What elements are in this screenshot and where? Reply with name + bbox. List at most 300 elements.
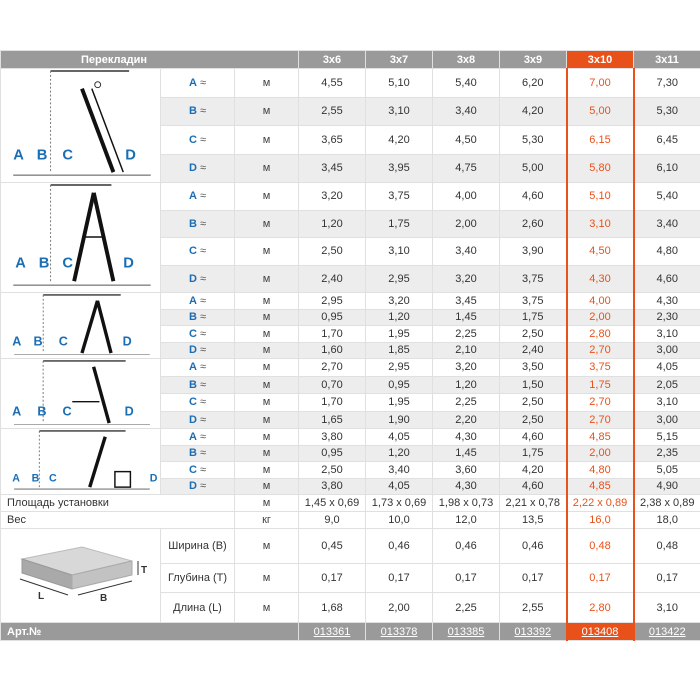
value-cell: 4,00 bbox=[567, 293, 634, 310]
value-cell: 2,38 x 0,89 bbox=[634, 495, 700, 512]
value-cell: 4,75 bbox=[433, 154, 500, 183]
value-cell: 3,40 bbox=[634, 210, 700, 238]
value-cell: 1,75 bbox=[500, 309, 567, 326]
dimension-letter bbox=[161, 359, 235, 377]
value-cell: 6,45 bbox=[634, 126, 700, 155]
value-cell: 4,20 bbox=[500, 462, 567, 479]
value-cell: 3,95 bbox=[366, 154, 433, 183]
approx-sign: ≈ bbox=[199, 294, 207, 307]
planks-header: Перекладин bbox=[1, 51, 299, 69]
value-cell: 0,17 bbox=[433, 563, 500, 593]
value-cell: 1,75 bbox=[366, 210, 433, 238]
value-cell: 4,30 bbox=[634, 293, 700, 310]
diagram-label-a: A bbox=[11, 404, 21, 419]
dimension-letter bbox=[161, 429, 235, 446]
value-cell: 0,95 bbox=[299, 445, 366, 462]
value-cell: 2,60 bbox=[500, 210, 567, 238]
column-header: 3x8 bbox=[433, 51, 500, 69]
letter-label: A bbox=[188, 294, 197, 307]
value-cell: 5,00 bbox=[500, 154, 567, 183]
unit-cell: м bbox=[235, 462, 299, 479]
letter-label: C bbox=[188, 245, 197, 258]
unit-cell: м bbox=[235, 238, 299, 266]
diagram-label-a: A bbox=[14, 255, 26, 272]
approx-sign: ≈ bbox=[199, 447, 207, 460]
area-row bbox=[1, 495, 700, 512]
approx-sign: ≈ bbox=[199, 190, 207, 203]
dimension-letter bbox=[161, 394, 235, 412]
ladder-diagram bbox=[1, 69, 161, 183]
value-cell: 16,0 bbox=[567, 512, 634, 529]
unit-cell: кг bbox=[235, 512, 299, 529]
letter-label: B bbox=[188, 217, 197, 230]
value-cell: 3,80 bbox=[299, 429, 366, 446]
value-cell: 4,30 bbox=[433, 478, 500, 495]
value-cell: 6,15 bbox=[567, 126, 634, 155]
dimension-letter bbox=[161, 342, 235, 359]
letter-label: A bbox=[188, 76, 197, 89]
letter-label: A bbox=[188, 361, 197, 374]
value-cell: 1,20 bbox=[433, 376, 500, 394]
article-code-link[interactable]: 013361 bbox=[299, 623, 366, 641]
value-cell: 12,0 bbox=[433, 512, 500, 529]
letter-label: B bbox=[188, 105, 197, 118]
dimension-letter bbox=[161, 183, 235, 211]
ladder-diagram bbox=[1, 429, 161, 495]
unit-cell: м bbox=[235, 342, 299, 359]
value-cell: 3,40 bbox=[433, 238, 500, 266]
value-cell: 1,95 bbox=[366, 394, 433, 412]
value-cell: 1,60 bbox=[299, 342, 366, 359]
value-cell: 2,50 bbox=[500, 326, 567, 343]
dimension-letter bbox=[161, 462, 235, 479]
unit-cell: м bbox=[235, 359, 299, 377]
value-cell: 5,05 bbox=[634, 462, 700, 479]
value-cell: 2,30 bbox=[634, 309, 700, 326]
diagram-label-c: C bbox=[61, 147, 73, 164]
unit-cell: м bbox=[235, 563, 299, 593]
value-cell: 0,17 bbox=[299, 563, 366, 593]
dimension-letter bbox=[161, 238, 235, 266]
approx-sign: ≈ bbox=[199, 327, 207, 340]
diagram-label-b: B bbox=[38, 255, 49, 272]
approx-sign: ≈ bbox=[199, 361, 207, 374]
diagram-label-c: C bbox=[58, 334, 68, 349]
value-cell: 6,10 bbox=[634, 154, 700, 183]
value-cell: 18,0 bbox=[634, 512, 700, 529]
value-cell: 7,00 bbox=[567, 69, 634, 98]
article-code-link[interactable]: 013378 bbox=[366, 623, 433, 641]
value-cell: 4,85 bbox=[567, 478, 634, 495]
dimension-letter bbox=[161, 126, 235, 155]
dimension-letter bbox=[161, 326, 235, 343]
value-cell: 2,40 bbox=[299, 265, 366, 293]
value-cell: 0,46 bbox=[366, 529, 433, 564]
diagram-label-d: D bbox=[122, 255, 134, 272]
value-cell: 4,85 bbox=[567, 429, 634, 446]
unit-cell: м bbox=[235, 429, 299, 446]
letter-label: A bbox=[188, 430, 197, 443]
value-cell: 3,75 bbox=[500, 265, 567, 293]
value-cell: 2,25 bbox=[433, 593, 500, 623]
value-cell: 2,25 bbox=[433, 394, 500, 412]
dimension-label: Длина (L) bbox=[161, 593, 235, 623]
value-cell: 1,45 bbox=[433, 309, 500, 326]
value-cell: 2,55 bbox=[500, 593, 567, 623]
value-cell: 0,45 bbox=[299, 529, 366, 564]
unit-cell: м bbox=[235, 445, 299, 462]
ladder-illustration bbox=[2, 429, 160, 491]
measure-row bbox=[1, 359, 700, 377]
package-diagram bbox=[1, 529, 161, 623]
value-cell: 0,46 bbox=[500, 529, 567, 564]
value-cell: 3,20 bbox=[366, 293, 433, 310]
value-cell: 2,95 bbox=[299, 293, 366, 310]
value-cell: 0,48 bbox=[567, 529, 634, 564]
package-box-illustration bbox=[2, 529, 160, 619]
unit-cell: м bbox=[235, 495, 299, 512]
unit-cell: м bbox=[235, 97, 299, 126]
letter-label: D bbox=[188, 480, 197, 493]
value-cell: 2,70 bbox=[567, 411, 634, 429]
measure-row bbox=[1, 293, 700, 310]
dimension-letter bbox=[161, 265, 235, 293]
value-cell: 2,00 bbox=[567, 309, 634, 326]
value-cell: 3,10 bbox=[366, 238, 433, 266]
letter-label: C bbox=[188, 133, 197, 146]
value-cell: 4,50 bbox=[567, 238, 634, 266]
value-cell: 3,75 bbox=[500, 293, 567, 310]
approx-sign: ≈ bbox=[199, 133, 207, 146]
letter-label: B bbox=[188, 311, 197, 324]
value-cell: 4,05 bbox=[366, 429, 433, 446]
letter-label: B bbox=[188, 378, 197, 391]
diagram-label-d: D bbox=[124, 147, 136, 164]
letter-label: C bbox=[188, 327, 197, 340]
value-cell: 0,95 bbox=[299, 309, 366, 326]
header-row bbox=[1, 51, 700, 69]
value-cell: 3,65 bbox=[299, 126, 366, 155]
value-cell: 2,22 x 0,89 bbox=[567, 495, 634, 512]
value-cell: 3,10 bbox=[634, 326, 700, 343]
measure-row bbox=[1, 69, 700, 98]
value-cell: 3,80 bbox=[299, 478, 366, 495]
column-header-highlighted: 3x10 bbox=[567, 51, 634, 69]
value-cell: 2,21 x 0,78 bbox=[500, 495, 567, 512]
diagram-label-d: D bbox=[122, 334, 132, 349]
diagram-label-c: C bbox=[62, 404, 72, 419]
measure-row bbox=[1, 429, 700, 446]
unit-cell: м bbox=[235, 69, 299, 98]
dimension-letter bbox=[161, 69, 235, 98]
column-header: 3x9 bbox=[500, 51, 567, 69]
approx-sign: ≈ bbox=[199, 105, 207, 118]
value-cell: 5,15 bbox=[634, 429, 700, 446]
approx-sign: ≈ bbox=[199, 463, 207, 476]
value-cell: 2,50 bbox=[299, 238, 366, 266]
unit-cell: м bbox=[235, 265, 299, 293]
diagram-label-c: C bbox=[48, 472, 57, 485]
column-header: 3x7 bbox=[366, 51, 433, 69]
value-cell: 3,10 bbox=[366, 97, 433, 126]
value-cell: 4,80 bbox=[567, 462, 634, 479]
value-cell: 3,75 bbox=[366, 183, 433, 211]
ladder-spec-table bbox=[0, 50, 700, 641]
approx-sign: ≈ bbox=[199, 311, 207, 324]
dimension-letter bbox=[161, 154, 235, 183]
value-cell: 10,0 bbox=[366, 512, 433, 529]
value-cell: 4,60 bbox=[634, 265, 700, 293]
value-cell: 7,30 bbox=[634, 69, 700, 98]
value-cell: 4,05 bbox=[366, 478, 433, 495]
box-label-l: L bbox=[37, 591, 44, 602]
value-cell: 0,95 bbox=[366, 376, 433, 394]
value-cell: 3,40 bbox=[433, 97, 500, 126]
value-cell: 0,70 bbox=[299, 376, 366, 394]
approx-sign: ≈ bbox=[199, 430, 207, 443]
letter-label: D bbox=[188, 272, 197, 285]
value-cell: 4,50 bbox=[433, 126, 500, 155]
value-cell: 2,35 bbox=[634, 445, 700, 462]
letter-label: B bbox=[188, 447, 197, 460]
box-label-b: B bbox=[99, 593, 107, 604]
column-header: 3x6 bbox=[299, 51, 366, 69]
value-cell: 2,50 bbox=[500, 394, 567, 412]
value-cell: 3,10 bbox=[567, 210, 634, 238]
approx-sign: ≈ bbox=[199, 396, 207, 409]
value-cell: 2,50 bbox=[299, 462, 366, 479]
value-cell: 1,75 bbox=[500, 445, 567, 462]
approx-sign: ≈ bbox=[199, 344, 207, 357]
approx-sign: ≈ bbox=[199, 162, 207, 175]
diagram-label-b: B bbox=[31, 472, 39, 485]
value-cell: 3,45 bbox=[299, 154, 366, 183]
value-cell: 3,00 bbox=[634, 342, 700, 359]
letter-label: A bbox=[188, 190, 197, 203]
value-cell: 1,95 bbox=[366, 326, 433, 343]
value-cell: 1,20 bbox=[366, 445, 433, 462]
value-cell: 2,95 bbox=[366, 359, 433, 377]
value-cell: 2,00 bbox=[366, 593, 433, 623]
value-cell: 4,05 bbox=[634, 359, 700, 377]
value-cell: 0,17 bbox=[567, 563, 634, 593]
value-cell: 1,20 bbox=[299, 210, 366, 238]
diagram-label-a: A bbox=[11, 334, 21, 349]
value-cell: 4,80 bbox=[634, 238, 700, 266]
approx-sign: ≈ bbox=[199, 480, 207, 493]
dimension-letter bbox=[161, 210, 235, 238]
value-cell: 13,5 bbox=[500, 512, 567, 529]
unit-cell: м bbox=[235, 154, 299, 183]
unit-cell: м bbox=[235, 376, 299, 394]
article-label: Арт.№ bbox=[1, 623, 299, 641]
value-cell: 3,20 bbox=[433, 265, 500, 293]
value-cell: 1,70 bbox=[299, 394, 366, 412]
value-cell: 2,25 bbox=[433, 326, 500, 343]
value-cell: 4,00 bbox=[433, 183, 500, 211]
value-cell: 2,20 bbox=[433, 411, 500, 429]
diagram-label-d: D bbox=[124, 404, 134, 419]
value-cell: 2,10 bbox=[433, 342, 500, 359]
value-cell: 1,45 x 0,69 bbox=[299, 495, 366, 512]
value-cell: 2,70 bbox=[567, 394, 634, 412]
value-cell: 0,17 bbox=[366, 563, 433, 593]
value-cell: 2,70 bbox=[299, 359, 366, 377]
value-cell: 6,20 bbox=[500, 69, 567, 98]
ladder-diagram bbox=[1, 359, 161, 429]
unit-cell: м bbox=[235, 478, 299, 495]
value-cell: 4,20 bbox=[500, 97, 567, 126]
unit-cell: м bbox=[235, 293, 299, 310]
value-cell: 3,10 bbox=[634, 593, 700, 623]
approx-sign: ≈ bbox=[199, 413, 207, 426]
value-cell: 4,60 bbox=[500, 183, 567, 211]
measure-row bbox=[1, 183, 700, 211]
approx-sign: ≈ bbox=[199, 76, 207, 89]
letter-label: D bbox=[188, 344, 197, 357]
unit-cell: м bbox=[235, 126, 299, 155]
value-cell: 2,80 bbox=[567, 326, 634, 343]
ladder-illustration bbox=[2, 183, 160, 289]
value-cell: 0,46 bbox=[433, 529, 500, 564]
diagram-label-b: B bbox=[33, 334, 43, 349]
value-cell: 3,60 bbox=[433, 462, 500, 479]
diagram-label-a: A bbox=[12, 147, 24, 164]
dimension-label: Глубина (T) bbox=[161, 563, 235, 593]
value-cell: 2,80 bbox=[567, 593, 634, 623]
value-cell: 1,98 x 0,73 bbox=[433, 495, 500, 512]
dimension-letter bbox=[161, 293, 235, 310]
value-cell: 2,50 bbox=[500, 411, 567, 429]
value-cell: 3,75 bbox=[567, 359, 634, 377]
area-row-label: Площадь установки bbox=[1, 495, 235, 512]
ladder-illustration bbox=[2, 359, 160, 425]
value-cell: 4,30 bbox=[433, 429, 500, 446]
column-header: 3x11 bbox=[634, 51, 700, 69]
approx-sign: ≈ bbox=[199, 217, 207, 230]
value-cell: 1,75 bbox=[567, 376, 634, 394]
unit-cell: м bbox=[235, 309, 299, 326]
value-cell: 3,10 bbox=[634, 394, 700, 412]
value-cell: 5,40 bbox=[433, 69, 500, 98]
unit-cell: м bbox=[235, 529, 299, 564]
unit-cell: м bbox=[235, 210, 299, 238]
value-cell: 1,45 bbox=[433, 445, 500, 462]
value-cell: 2,70 bbox=[567, 342, 634, 359]
value-cell: 4,60 bbox=[500, 478, 567, 495]
approx-sign: ≈ bbox=[199, 378, 207, 391]
article-row bbox=[1, 623, 700, 641]
box-label-t: T bbox=[140, 565, 147, 576]
diagram-label-d: D bbox=[149, 472, 157, 485]
diagram-label-a: A bbox=[11, 472, 20, 485]
value-cell: 3,50 bbox=[500, 359, 567, 377]
value-cell: 5,30 bbox=[500, 126, 567, 155]
ladder-diagram bbox=[1, 293, 161, 359]
ladder-diagram bbox=[1, 183, 161, 293]
value-cell: 3,40 bbox=[366, 462, 433, 479]
value-cell: 4,60 bbox=[500, 429, 567, 446]
dimension-letter bbox=[161, 411, 235, 429]
package-dimension-row bbox=[1, 529, 700, 564]
diagram-label-c: C bbox=[61, 255, 73, 272]
value-cell: 2,40 bbox=[500, 342, 567, 359]
weight-row-label: Вес bbox=[1, 512, 235, 529]
value-cell: 1,68 bbox=[299, 593, 366, 623]
value-cell: 1,90 bbox=[366, 411, 433, 429]
value-cell: 9,0 bbox=[299, 512, 366, 529]
value-cell: 1,50 bbox=[500, 376, 567, 394]
value-cell: 0,17 bbox=[500, 563, 567, 593]
letter-label: C bbox=[188, 396, 197, 409]
value-cell: 5,30 bbox=[634, 97, 700, 126]
diagram-label-b: B bbox=[36, 147, 47, 164]
letter-label: D bbox=[188, 413, 197, 426]
value-cell: 1,85 bbox=[366, 342, 433, 359]
value-cell: 2,55 bbox=[299, 97, 366, 126]
unit-cell: м bbox=[235, 183, 299, 211]
value-cell: 3,90 bbox=[500, 238, 567, 266]
value-cell: 2,00 bbox=[433, 210, 500, 238]
value-cell: 2,95 bbox=[366, 265, 433, 293]
value-cell: 2,05 bbox=[634, 376, 700, 394]
value-cell: 1,73 x 0,69 bbox=[366, 495, 433, 512]
article-code-link[interactable]: 013422 bbox=[634, 623, 700, 641]
unit-cell: м bbox=[235, 411, 299, 429]
unit-cell: м bbox=[235, 394, 299, 412]
value-cell: 4,90 bbox=[634, 478, 700, 495]
value-cell: 5,40 bbox=[634, 183, 700, 211]
dimension-letter bbox=[161, 309, 235, 326]
letter-label: C bbox=[188, 463, 197, 476]
weight-row bbox=[1, 512, 700, 529]
dimension-label: Ширина (B) bbox=[161, 529, 235, 564]
value-cell: 1,20 bbox=[366, 309, 433, 326]
unit-cell: м bbox=[235, 326, 299, 343]
approx-sign: ≈ bbox=[199, 272, 207, 285]
value-cell: 5,10 bbox=[567, 183, 634, 211]
value-cell: 1,65 bbox=[299, 411, 366, 429]
unit-cell: м bbox=[235, 593, 299, 623]
approx-sign: ≈ bbox=[199, 245, 207, 258]
diagram-label-b: B bbox=[36, 404, 46, 419]
value-cell: 0,17 bbox=[634, 563, 700, 593]
value-cell: 5,00 bbox=[567, 97, 634, 126]
value-cell: 3,20 bbox=[299, 183, 366, 211]
article-code-link[interactable]: 013408 bbox=[567, 623, 634, 641]
letter-label: D bbox=[188, 162, 197, 175]
value-cell: 0,48 bbox=[634, 529, 700, 564]
value-cell: 3,00 bbox=[634, 411, 700, 429]
dimension-letter bbox=[161, 376, 235, 394]
dimension-letter bbox=[161, 478, 235, 495]
value-cell: 3,20 bbox=[433, 359, 500, 377]
dimension-letter bbox=[161, 97, 235, 126]
value-cell: 5,80 bbox=[567, 154, 634, 183]
value-cell: 4,20 bbox=[366, 126, 433, 155]
article-code-link[interactable]: 013385 bbox=[433, 623, 500, 641]
value-cell: 1,70 bbox=[299, 326, 366, 343]
article-code-link[interactable]: 013392 bbox=[500, 623, 567, 641]
value-cell: 4,55 bbox=[299, 69, 366, 98]
value-cell: 4,30 bbox=[567, 265, 634, 293]
value-cell: 3,45 bbox=[433, 293, 500, 310]
dimension-letter bbox=[161, 445, 235, 462]
value-cell: 5,10 bbox=[366, 69, 433, 98]
ladder-illustration bbox=[2, 293, 160, 355]
value-cell: 2,00 bbox=[567, 445, 634, 462]
ladder-illustration bbox=[2, 69, 160, 179]
